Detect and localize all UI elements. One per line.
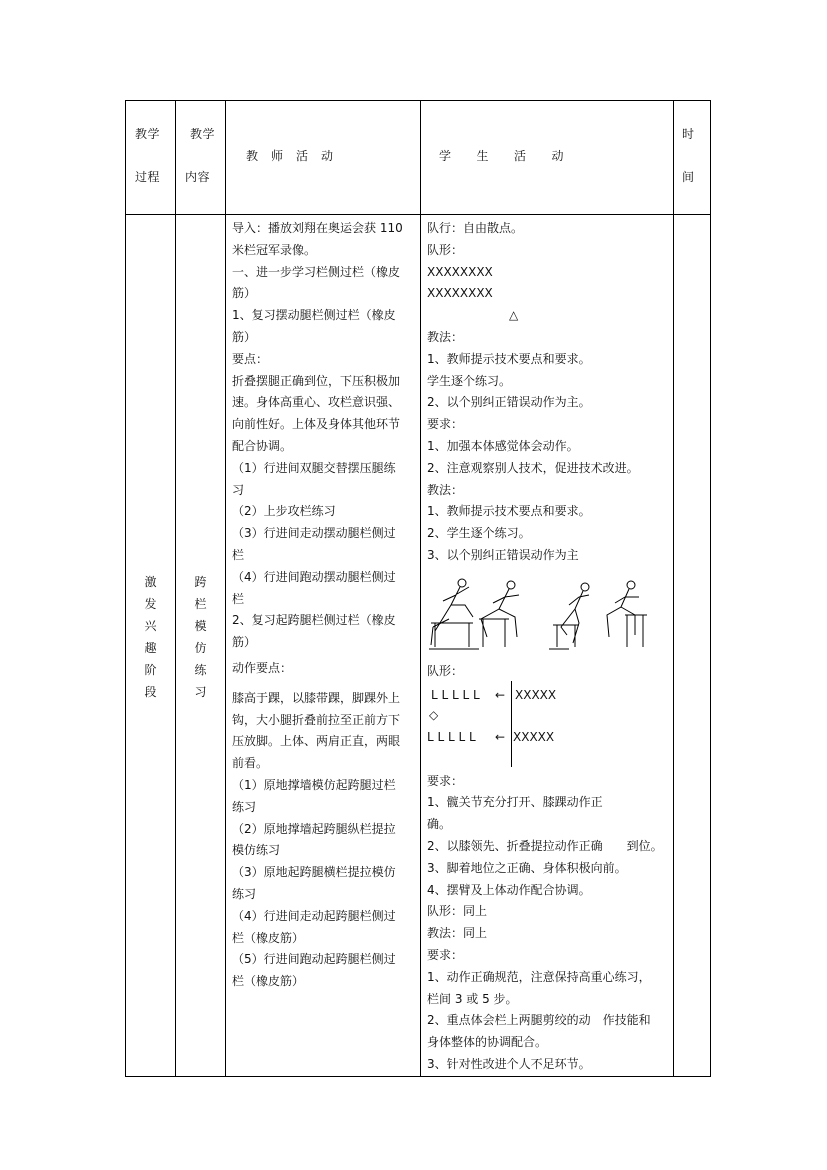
action-line: 练习 bbox=[232, 886, 257, 901]
content-char: 栏 bbox=[194, 597, 207, 611]
student-activity-cell bbox=[421, 215, 674, 1077]
student-line: 3、脚着地位之正确、身体积极向前。 bbox=[427, 860, 627, 875]
action-line: （4）行进间走动起跨腿栏侧过 bbox=[232, 908, 396, 923]
content-char: 跨 bbox=[194, 575, 207, 589]
hurdle-technique-illustration bbox=[429, 575, 659, 655]
stage-char: 发 bbox=[144, 597, 157, 611]
stage-char: 趣 bbox=[144, 641, 157, 655]
header-student-label: 学 生 活 动 bbox=[439, 149, 565, 163]
action-title: 动作要点： bbox=[232, 660, 293, 675]
formation-row2-arrow: ← bbox=[495, 729, 506, 744]
teacher-line: 栏 bbox=[232, 547, 245, 562]
student-line: 队形： bbox=[427, 242, 464, 257]
formation-row1-right: XXXXX bbox=[515, 687, 557, 702]
action-line: 模仿练习 bbox=[232, 843, 281, 858]
student-line: 要求： bbox=[427, 417, 464, 432]
teacher-line: 2、复习起跨腿栏侧过栏（橡皮 bbox=[232, 613, 396, 628]
student-line: 教法： bbox=[427, 329, 464, 344]
header-process bbox=[126, 101, 176, 215]
lesson-plan-table bbox=[125, 100, 711, 1077]
header-row bbox=[126, 101, 711, 215]
student-text bbox=[421, 215, 673, 1076]
action-line: （3）原地起跨腿横栏提拉模仿 bbox=[232, 865, 396, 880]
formation-row1-arrow: ← bbox=[495, 687, 506, 702]
time-cell bbox=[674, 215, 711, 1077]
content-label bbox=[176, 215, 225, 1059]
teacher-line: 筋） bbox=[232, 329, 257, 344]
student-line: 身体整体的协调配合。 bbox=[427, 1035, 548, 1050]
student-line: 3、以个别纠正错误动作为主 bbox=[427, 547, 579, 562]
content-char: 仿 bbox=[194, 641, 207, 655]
stage-label bbox=[126, 215, 175, 1059]
header-process-line2: 过程 bbox=[135, 170, 161, 184]
student-line: 要求： bbox=[427, 773, 464, 788]
action-line: （1）原地撑墙模仿起跨腿过栏 bbox=[232, 777, 396, 792]
body-row bbox=[126, 215, 711, 1077]
teacher-text bbox=[226, 215, 420, 993]
stage-char: 兴 bbox=[144, 619, 157, 633]
header-student-activity bbox=[421, 101, 674, 215]
action-line: 钩，大小腿折叠前拉至正前方下 bbox=[232, 712, 401, 727]
teacher-line: 筋） bbox=[232, 635, 257, 650]
stage-char: 段 bbox=[144, 685, 157, 699]
student-line: 2、学生逐个练习。 bbox=[427, 526, 531, 541]
formation-row-x: XXXXXXXX bbox=[427, 286, 493, 301]
action-line: 膝高于踝，以膝带踝，脚踝外上 bbox=[232, 690, 401, 705]
student-line: 1、教师提示技术要点和要求。 bbox=[427, 504, 591, 519]
student-line: 教法：同上 bbox=[427, 926, 488, 941]
header-time bbox=[674, 101, 711, 215]
student-line: 要求： bbox=[427, 947, 464, 962]
formation-row-x: XXXXXXXX bbox=[427, 264, 493, 279]
teacher-line: 导入：播放刘翔在奥运会获 110 bbox=[232, 221, 403, 235]
teacher-line: 习 bbox=[232, 482, 245, 497]
header-time-line1: 时 bbox=[682, 127, 695, 141]
student-line: 学生逐个练习。 bbox=[427, 373, 512, 388]
student-line: 栏间 3 或 5 步。 bbox=[427, 991, 518, 1006]
teacher-line: 米栏冠军录像。 bbox=[232, 242, 317, 257]
header-teacher-activity bbox=[226, 101, 421, 215]
teacher-line: 配合协调。 bbox=[232, 438, 293, 453]
formation-divider-line bbox=[511, 681, 512, 767]
formation-row2-left: L L L L L bbox=[427, 729, 476, 744]
student-line: 1、髋关节充分打开、膝踝动作正 bbox=[427, 795, 603, 810]
header-content bbox=[176, 101, 226, 215]
teacher-position-marker: △ bbox=[509, 308, 519, 323]
student-line: 2、重点体会栏上两腿剪绞的动 作技能和 bbox=[427, 1013, 651, 1028]
header-time-line2: 间 bbox=[682, 170, 695, 184]
content-char: 模 bbox=[194, 619, 207, 633]
student-line: 2、以个别纠正错误动作为主。 bbox=[427, 395, 591, 410]
header-process-line1: 教学 bbox=[135, 127, 161, 141]
teacher-line: 要点： bbox=[232, 351, 269, 366]
teacher-line: 1、复习摆动腿栏侧过栏（橡皮 bbox=[232, 308, 396, 323]
action-line: 栏（橡皮筋） bbox=[232, 930, 305, 945]
formation-diamond-marker: ◇ bbox=[429, 707, 439, 722]
stage-char: 激 bbox=[144, 575, 157, 589]
student-line: 确。 bbox=[427, 817, 452, 832]
student-line: 队形：同上 bbox=[427, 904, 488, 919]
teacher-line: 筋） bbox=[232, 286, 257, 301]
student-line: 1、动作正确规范，注意保持高重心练习， bbox=[427, 969, 651, 984]
stage-cell bbox=[126, 215, 176, 1077]
stage-char: 阶 bbox=[144, 663, 157, 677]
header-content-line1: 教学 bbox=[190, 127, 216, 141]
teacher-line: 向前性好。上体及身体其他环节 bbox=[232, 417, 401, 432]
student-line: 2、以膝领先、折叠提拉动作正确 到位。 bbox=[427, 838, 663, 853]
action-line: 练习 bbox=[232, 799, 257, 814]
content-char: 练 bbox=[194, 663, 207, 677]
formation-row1-left: L L L L L bbox=[431, 687, 480, 702]
header-content-line2: 内容 bbox=[185, 170, 211, 184]
teacher-activity-cell bbox=[226, 215, 421, 1077]
action-line: 前看。 bbox=[232, 756, 269, 771]
action-line: 栏（橡皮筋） bbox=[232, 974, 305, 989]
relay-formation-diagram bbox=[427, 683, 667, 771]
teacher-line: （3）行进间走动摆动腿栏侧过 bbox=[232, 526, 396, 541]
teacher-line: 速。身体高重心、攻栏意识强、 bbox=[232, 395, 401, 410]
student-line: 3、针对性改进个人不足环节。 bbox=[427, 1056, 591, 1071]
student-line: 4、摆臂及上体动作配合协调。 bbox=[427, 882, 591, 897]
student-line: 教法： bbox=[427, 482, 464, 497]
student-line: 1、加强本体感觉体会动作。 bbox=[427, 438, 579, 453]
content-cell bbox=[176, 215, 226, 1077]
header-teacher-label: 教 师 活 动 bbox=[246, 149, 334, 163]
student-line: 2、注意观察别人技术，促进技术改进。 bbox=[427, 460, 639, 475]
student-line: 队行：自由散点。 bbox=[427, 221, 524, 235]
action-line: 压放脚。上体、两肩正直，两眼 bbox=[232, 734, 401, 749]
teacher-line: 一、进一步学习栏侧过栏（橡皮 bbox=[232, 264, 401, 279]
action-line: （2）原地撑墙起跨腿纵栏提拉 bbox=[232, 821, 396, 836]
action-line: （5）行进间跑动起跨腿栏侧过 bbox=[232, 952, 396, 967]
formation2-label: 队形： bbox=[427, 663, 464, 678]
teacher-line: （1）行进间双腿交替摆压腿练 bbox=[232, 460, 396, 475]
teacher-line: （2）上步攻栏练习 bbox=[232, 504, 336, 519]
teacher-line: （4）行进间跑动摆动腿栏侧过 bbox=[232, 569, 396, 584]
formation-row2-right: XXXXX bbox=[513, 729, 555, 744]
teacher-line: 折叠摆腿正确到位，下压积极加 bbox=[232, 373, 401, 388]
teacher-line: 栏 bbox=[232, 591, 245, 606]
content-char: 习 bbox=[194, 685, 207, 699]
student-line: 1、教师提示技术要点和要求。 bbox=[427, 351, 591, 366]
